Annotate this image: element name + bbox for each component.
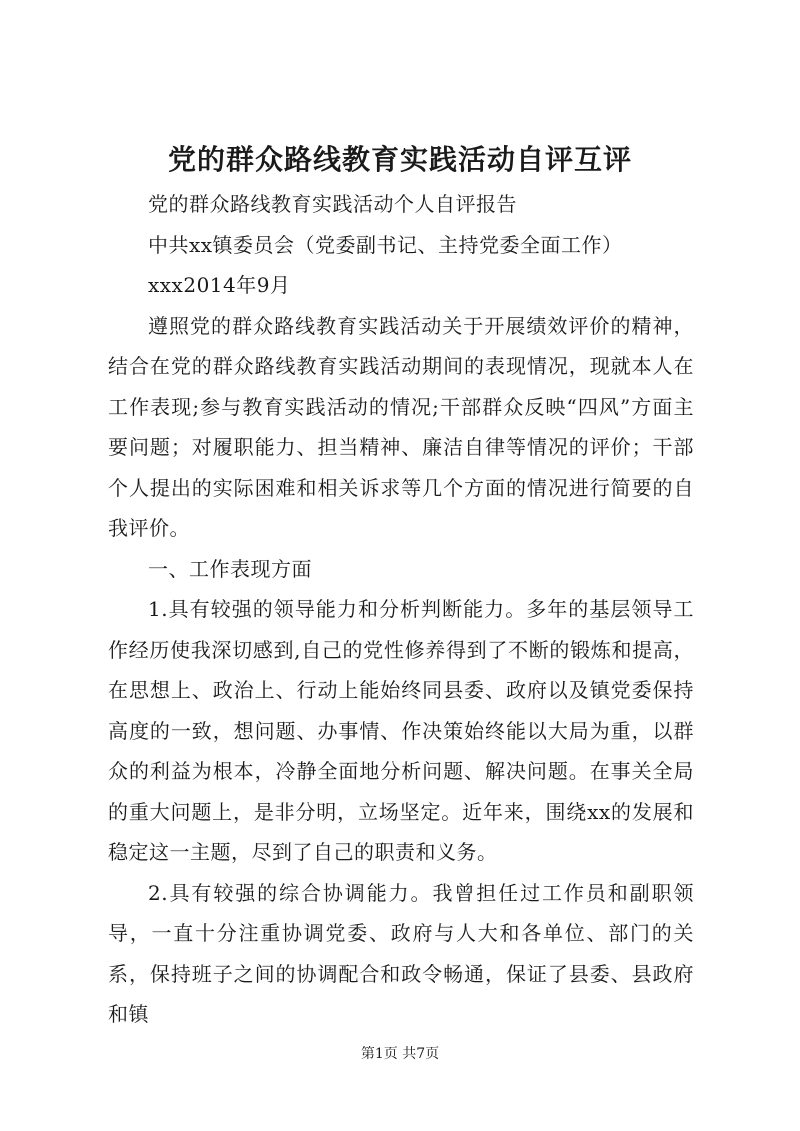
date-line: xxx2014年9月 xyxy=(148,273,291,297)
author-line: 中共xx镇委员会（党委副书记、主持党委全面工作） xyxy=(148,232,623,257)
body-paragraph: 遵照党的群众路线教育实践活动关于开展绩效评价的精神，结合在党的群众路线教育实践活动期间的表现情况，现就本人在工作表现;参与教育实践活动的情况;干部群众反映“四风”方面主要问题；对履职能力、担当精神、廉洁自律等情况的评价；干部个人提出的实际困难和相关诉求等几个方面的情况进行简要的自我评价。 xyxy=(108,313,694,540)
page-footer: 第1页 共7页 xyxy=(360,1046,440,1062)
document-body xyxy=(108,184,694,1035)
body-paragraph: 1.具有较强的领导能力和分析判断能力。多年的基层领导工作经历使我深切感到,自己的党性修养得到了不断的锻炼和提高，在思想上、政治上、行动上能始终同县委、政府以及镇党委保持高度的一致，想问题、办事情、作决策始终能以大局为重，以群众的利益为根本，冷静全面地分析问题、解决问题。在事关全局的重大问题上，是非分明，立场坚定。近年来，围绕xx的发展和稳定这一主题，尽到了自己的职责和义务。 xyxy=(108,597,694,864)
section-heading: 一、工作表现方面 xyxy=(148,556,312,581)
document-title: 党的群众路线教育实践活动自评互评 xyxy=(167,143,632,176)
body-paragraph: 2.具有较强的综合协调能力。我曾担任过工作员和副职领导，一直十分注重协调党委、政府与人大和各单位、部门的关系，保持班子之间的协调配合和政令畅通，保证了县委、县政府和镇 xyxy=(108,880,694,1026)
subtitle-line: 党的群众路线教育实践活动个人自评报告 xyxy=(148,192,517,216)
